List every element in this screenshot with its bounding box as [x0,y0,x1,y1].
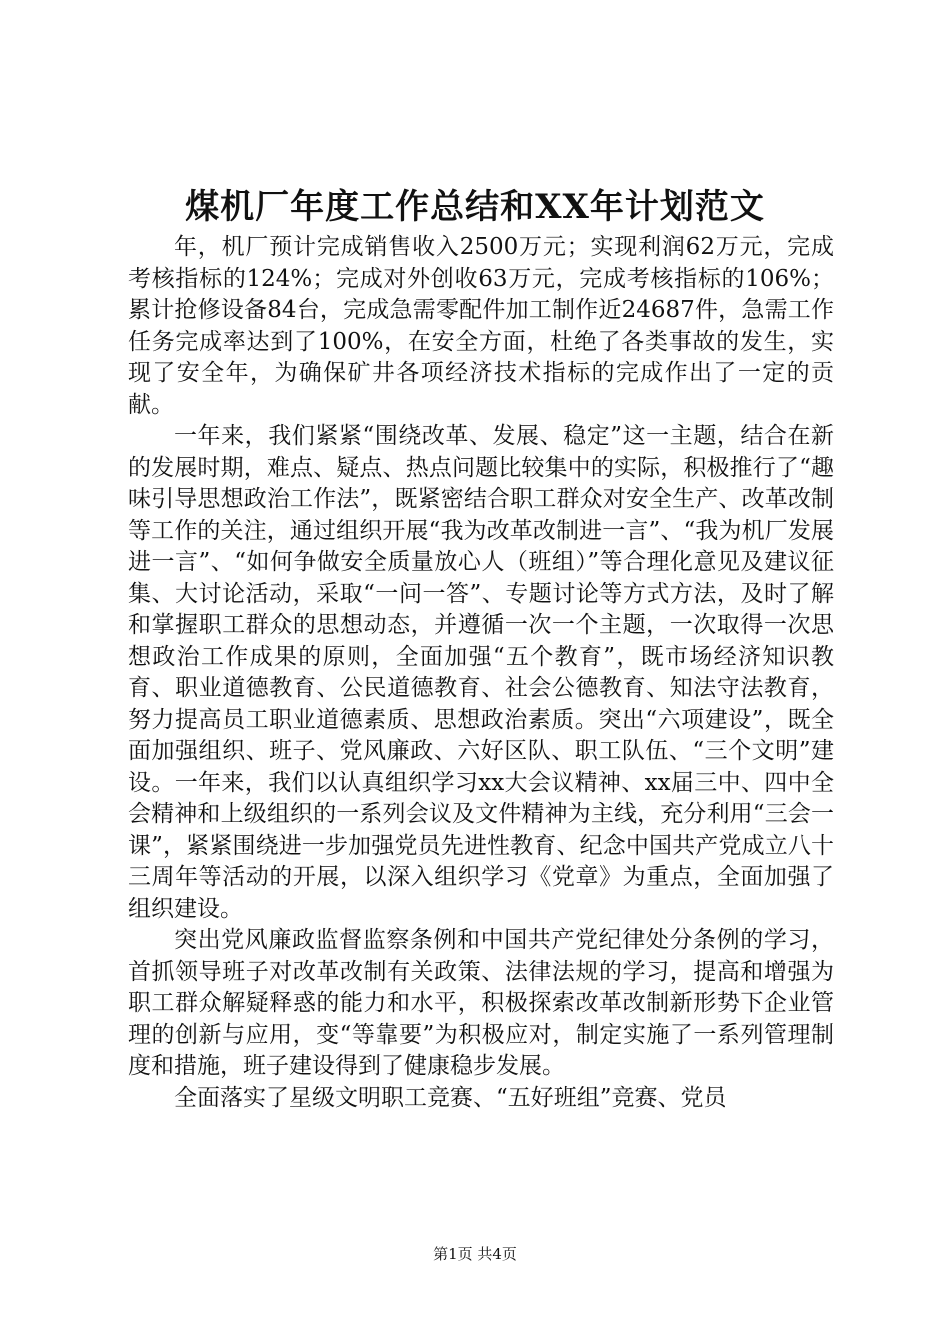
page-number-footer: 第1页 共4页 [433,1245,517,1263]
paragraph: 突出党风廉政监督监察条例和中国共产党纪律处分条例的学习，首抓领导班子对改革改制有关政策、法律法规的学习，提高和增强为职工群众解疑释惑的能力和水平，积极探索改革改制新形势下企业管理的创新与应用，变“等靠要”为积极应对，制定实施了一系列管理制度和措施，班子建设得到了健康稳步发展。 [128,927,834,1079]
paragraph: 一年来，我们紧紧“围绕改革、发展、稳定”这一主题，结合在新的发展时期，难点、疑点、热点问题比较集中的实际，积极推行了“趣味引导思想政治工作法”，既紧密结合职工群众对安全生产、改革改制等工作的关注，通过组织开展“我为改革改制进一言”、“我为机厂发展进一言”、“如何争做安全质量放心人（班组）”等合理化意见及建议征集、大讨论活动，采取“一问一答”、专题讨论等方式方法，及时了解和掌握职工群众的思想动态，并遵循一次一个主题，一次取得一次思想政治工作成果的原则，全面加强“五个教育”，既市场经济知识教育、职业道德教育、公民道德教育、社会公德教育、知法守法教育，努力提高员工职业道德素质、思想政治素质。突出“六项建设”，既全面加强组织、班子、党风廉政、六好区队、职工队伍、“三个文明”建设。一年来，我们以认真组织学习xx大会议精神、xx届三中、四中全会精神和上级组织的一系列会议及文件精神为主线，充分利用“三会一课”，紧紧围绕进一步加强党员先进性教育、纪念中国共产党成立八十三周年等活动的开展，以深入组织学习《党章》为重点，全面加强了组织建设。 [128,423,834,922]
document-body [128,232,834,1114]
paragraph: 年，机厂预计完成销售收入2500万元；实现利润62万元，完成考核指标的124%；完成对外创收63万元，完成考核指标的106%；累计抢修设备84台，完成急需零配件加工制作近24687件，急需工作任务完成率达到了100%，在安全方面，杜绝了各类事故的发生，实现了安全年，为确保矿井各项经济技术指标的完成作出了一定的贡献。 [128,234,834,418]
document-title: 煤机厂年度工作总结和XX年计划范文 [185,187,765,227]
paragraph: 全面落实了星级文明职工竞赛、“五好班组”竞赛、党员 [174,1084,727,1111]
